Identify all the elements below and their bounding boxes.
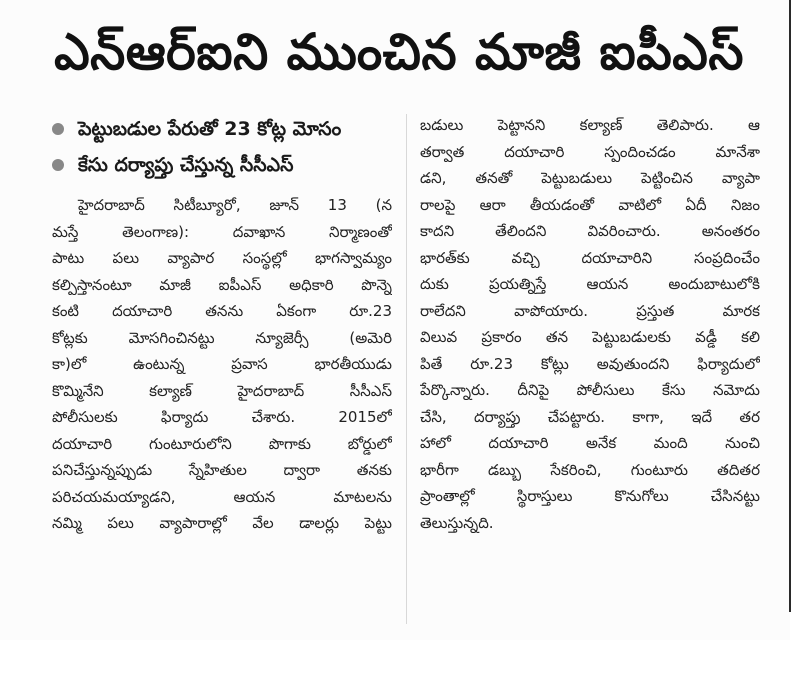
- body-text-line: ప్రాంతాల్లో స్థిరాస్తులు కొనుగోలు చేసినట్టు: [420, 487, 760, 505]
- body-text-line: కోట్లకు మోసగించినట్టు న్యూజెర్సీ (అమెరి: [52, 328, 392, 347]
- body-text-line: తెలుస్తున్నది.: [420, 513, 494, 532]
- body-text-line: పాటు పలు వ్యాపార సంస్థల్లో భాగస్వామ్యం: [52, 249, 392, 267]
- body-text-line: పేర్కొన్నారు. దీనిపై పోలీసులు కేసు నమోదు: [420, 381, 760, 399]
- body-text-line: హైదరాబాద్ సిటీబ్యూరో, జూన్ 13 (న: [78, 196, 392, 214]
- body-text-line: భారత్‌కు వచ్చి దయాచారిని సంప్రదించేం: [420, 248, 760, 267]
- bullet-text: పెట్టుబడుల పేరుతో 23 కోట్ల మోసం: [78, 118, 342, 140]
- body-text-line: పోలీసులకు ఫిర్యాదు చేశారు. 2015లో: [52, 408, 392, 426]
- body-text-line: కొమ్మినేని కల్యాణ్ హైదరాబాద్ సీసీఎస్: [52, 381, 392, 400]
- body-text-line: విలువ ప్రకారం తన పెట్టుబడులకు వడ్డీ కలి: [420, 328, 760, 346]
- bullet-text: కేసు దర్యాప్తు చేస్తున్న సీసీఎస్: [78, 154, 294, 176]
- bullet-point: [52, 112, 392, 148]
- body-text-line: కంటి దయాచారి తనను ఏకంగా రూ.23: [52, 302, 392, 320]
- body-text-line: భారీగా డబ్బు సేకరించి, గుంటూరు తదితర: [420, 460, 760, 479]
- bullet-dot-icon: [52, 159, 64, 171]
- headline: ఎన్ఆర్ఐని ముంచిన మాజీ ఐపీఎస్: [54, 23, 744, 81]
- body-text-line: చేసి, దర్యాప్తు చేపట్టారు. కాగా, ఇదే తర: [420, 407, 760, 426]
- body-text-line: బడులు పెట్టానని కల్యాణ్ తెలిపారు. ఆ: [420, 116, 760, 134]
- body-text-line: పితే రూ.23 కోట్లు అవుతుందని ఫిర్యాదులో: [420, 354, 760, 373]
- body-text-line: తర్వాత దయాచారి స్పందించడం మానేశా: [420, 142, 760, 161]
- body-text-line: పనిచేస్తున్నప్పుడు స్నేహితుల ద్వారా తనకు: [52, 461, 392, 479]
- body-text-line: కాదని తేలిందని వివరించారు. అనంతరం: [420, 222, 760, 240]
- bullet-point: [52, 148, 392, 184]
- body-text-line: కా)లో ఉంటున్న ప్రవాస భారతీయుడు: [52, 355, 392, 373]
- right-column: [420, 112, 760, 536]
- body-text-line: దుకు ప్రయత్నిస్తే ఆయన అందుబాటులోకి: [420, 275, 760, 293]
- body-text-line: కల్పిస్తానంటూ మాజీ ఐపీఎస్ అధికారి పొన్నె: [52, 275, 392, 294]
- left-column: [52, 112, 392, 537]
- body-text-line: డని, తనతో పెట్టుబడులు పెట్టించిన వ్యాపా: [420, 169, 760, 187]
- body-text-line: రాలపై ఆరా తీయడంతో వాటిలో ఏదీ నిజం: [420, 195, 760, 214]
- body-text-line: మస్తే తెలంగాణ): దవాఖాన నిర్మాణంతో: [52, 222, 392, 241]
- column-divider: [406, 114, 407, 624]
- clipping-edge-rule: [789, 0, 791, 612]
- body-text-line: నమ్మి పలు వ్యాపారాల్లో వేల డాలర్లు పెట్టు: [52, 514, 392, 532]
- bullet-dot-icon: [52, 123, 64, 135]
- body-text-line: రాలేదని వాపోయారు. ప్రస్తుత మారక: [420, 301, 760, 320]
- body-text-line: హాలో దయాచారి అనేక మంది నుంచి: [420, 434, 760, 452]
- body-text-line: పరిచయమయ్యాడని, ఆయన మాటలను: [52, 487, 392, 506]
- body-text-line: దయాచారి గుంటూరులోని పొగాకు బోర్డులో: [52, 434, 392, 453]
